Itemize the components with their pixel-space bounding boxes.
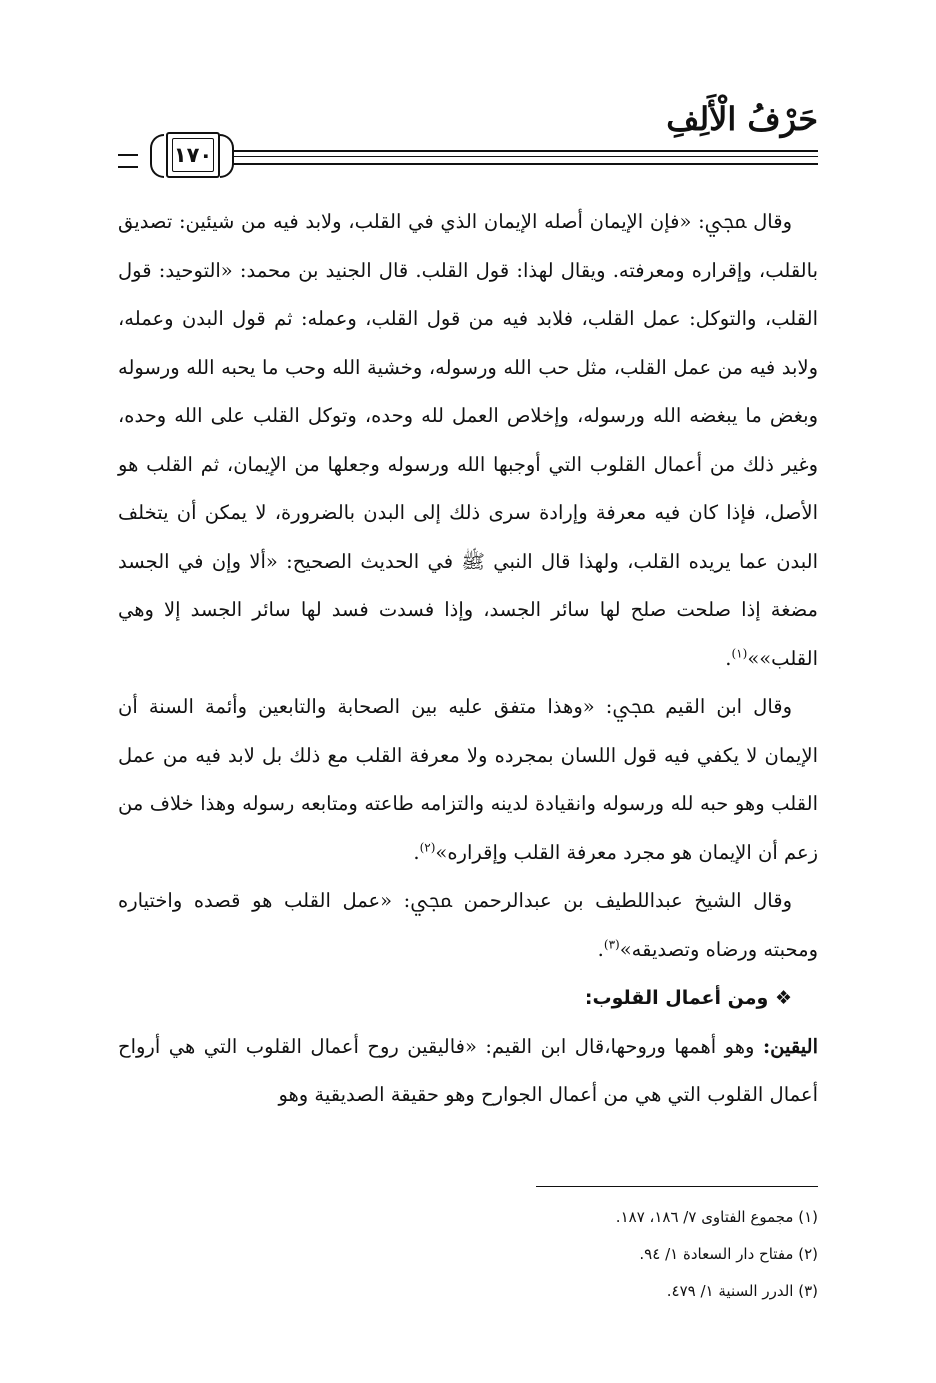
footnote: (١) مجموع الفتاوى ٧/ ١٨٦، ١٨٧. <box>615 1208 818 1226</box>
page-number-box <box>166 132 220 178</box>
page-body <box>118 198 818 1120</box>
paragraph: وقال الشيخ عبداللطيف بن عبدالرحمن ﷀ: «عمل القلب هو قصده واختياره ومحبته ورضاه وتصديقه»$^{(٣)}$. <box>118 889 818 961</box>
paragraph-text: وقال ﷀ: «فإن الإيمان أصله الإيمان الذي في القلب، ولابد فيه من شيئين: تصديق بالقلب، وإقراره ومعرفته. ويقال لهذا: قول القلب. قال الجنيد بن محمد: «التوحيد: قول القلب، والتوكل: عمل القلب، فلابد فيه من قول القلب، وعمله: ثم قول البدن وعمله، ولابد فيه من عمل القلب، مثل حب الله ورسوله، وخشية الله وحب ما يحبه الله ورسوله وبغض ما يبغضه الله ورسوله، وإخلاص العمل لله وحده، وتوكل القلب على الله وحده، وغير ذلك من أعمال القلوب التي أوجبها الله ورسوله وجعلها من الإيمان، ثم القلب هو الأصل، فإذا كان فيه معرفة وإرادة سرى ذلك إلى البدن بالضرورة، لا يمكن أن يتخلف البدن عما يريده القلب، ولهذا قال النبي ﷺ في الحديث الصحيح: «ألا وإن في الجسد مضغة إذا صلحت صلح لها سائر الجسد، وإذا فسدت فسد لها سائر الجسد إلا وهي القلب»» <box>118 210 818 670</box>
footnote-ref: (٢) <box>419 840 436 854</box>
footnotes <box>118 1199 818 1310</box>
page-number: ١٧٠ <box>172 138 214 172</box>
footnote-ref: (١) <box>731 646 748 660</box>
paragraph-lead: اليقين: <box>762 1034 818 1058</box>
paragraph-text: وقال الشيخ عبداللطيف بن عبدالرحمن ﷀ: «عمل القلب هو قصده واختياره ومحبته ورضاه وتصديقه» <box>118 889 818 961</box>
paragraph <box>118 1023 818 1120</box>
footnote-ref: (٣) <box>603 937 620 951</box>
header-rule <box>232 156 818 157</box>
paragraph: وقال ابن القيم ﷀ: «وهذا متفق عليه بين الصحابة والتابعين وأئمة السنة أن الإيمان لا يكفي فيه قول اللسان بمجرده ولا معرفة القلب مع ذلك بل لابد فيه من عمل القلب وهو حبه لله ورسوله وانقيادة لدينه والتزامه طاعته ومتابعه رسوله وهذا خلاف من زعم أن الإيمان هو مجرد معرفة القلب وإقراره»$^{(٢)}$. <box>118 695 818 864</box>
page-number-bracket <box>220 134 234 178</box>
paragraph-text: وقال ابن القيم ﷀ: «وهذا متفق عليه بين الصحابة والتابعين وأئمة السنة أن الإيمان لا يكفي فيه قول اللسان بمجرده ولا معرفة القلب مع ذلك بل لابد فيه من عمل القلب وهو حبه لله ورسوله وانقيادة لدينه والتزامه طاعته ومتابعه رسوله وهذا خلاف من زعم أن الإيمان هو مجرد معرفة القلب وإقراره» <box>118 695 818 864</box>
footnote: (٢) مفتاح دار السعادة ١/ ٩٤. <box>639 1245 818 1263</box>
section-subheading: ❖ ومن أعمال القلوب: <box>584 987 792 1009</box>
header-rule <box>232 150 818 152</box>
header-rule <box>232 163 818 165</box>
chapter-title: حَرْفُ الْأَلِفِ <box>666 100 818 138</box>
footnote: (٣) الدرر السنية ١/ ٤٧٩. <box>666 1282 818 1300</box>
header-rule-end-mark <box>118 154 138 168</box>
page-number-bracket <box>150 134 164 178</box>
paragraph: وقال ﷀ: «فإن الإيمان أصله الإيمان الذي في القلب، ولابد فيه من شيئين: تصديق بالقلب، وإقراره ومعرفته. ويقال لهذا: قول القلب. قال الجنيد بن محمد: «التوحيد: قول القلب، والتوكل: عمل القلب، فلابد فيه من قول القلب، وعمله: ثم قول البدن وعمله، ولابد فيه من عمل القلب، مثل حب الله ورسوله، وخشية الله وحب ما يحبه الله ورسوله وبغض ما يبغضه الله ورسوله، وإخلاص العمل لله وحده، وتوكل القلب على الله وحده، وغير ذلك من أعمال القلوب التي أوجبها الله ورسوله وجعلها من الإيمان، ثم القلب هو الأصل، فإذا كان فيه معرفة وإرادة سرى ذلك إلى البدن بالضرورة، لا يمكن أن يتخلف البدن عما يريده القلب، ولهذا قال النبي ﷺ في الحديث الصحيح: «ألا وإن في الجسد مضغة إذا صلحت صلح لها سائر الجسد، وإذا فسدت فسد لها سائر الجسد إلا وهي القلب»»$^{(١)}$. <box>118 210 818 670</box>
paragraph-text: وهو أهمها وروحها،قال ابن القيم: «فاليقين روح أعمال القلوب التي هي أرواح أعمال القلوب التي هي من أعمال الجوارح وهو حقيقة الصديقية وهو <box>118 1034 818 1106</box>
footnote-separator <box>536 1186 818 1187</box>
